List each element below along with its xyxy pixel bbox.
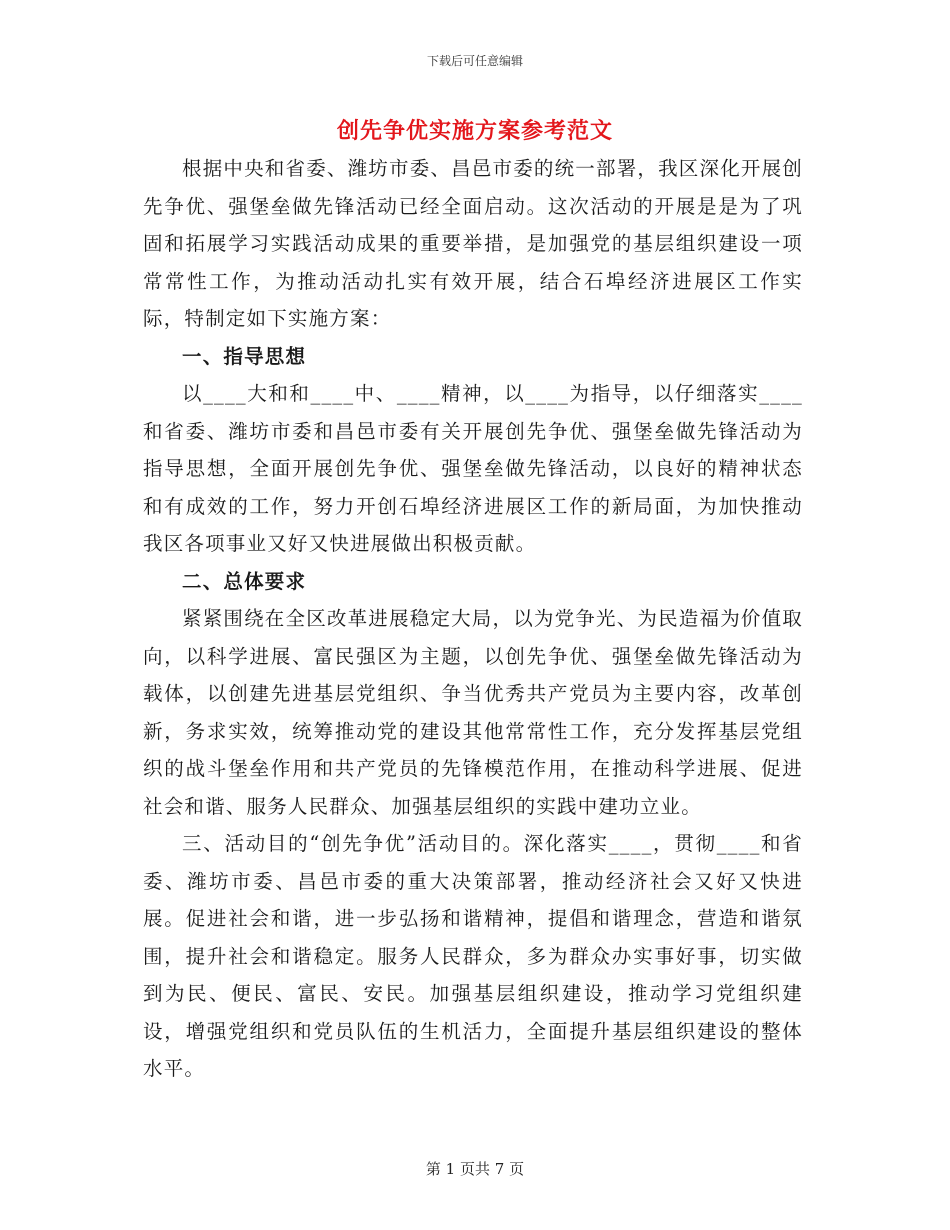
objectives-paragraph: 三、活动目的“创先争优”活动目的。深化落实____，贯彻____和省委、潍坊市委、昌邑市委的重大决策部署，推动经济社会又好又快进展。促进社会和谐，进一步弘扬和谐精神，提倡和谐理念，营造和谐氛围，提升社会和谐稳定。服务人民群众，多为群众办实事好事，切实做到为民、便民、富民、安民。加强基层组织建设，推动学习党组织建设，增强党组织和党员队伍的生机活力，全面提升基层组织建设的整体水平。: [143, 832, 803, 1080]
document-title: 创先争优实施方案参考范文: [336, 118, 613, 144]
section-heading-guiding: 一、指导思想: [182, 344, 307, 368]
intro-paragraph: 根据中央和省委、潍坊市委、昌邑市委的统一部署，我区深化开展创先争优、强堡垒做先锋活动已经全面启动。这次活动的开展是是为了巩固和拓展学习实践活动成果的重要举措，是加强党的基层组织建设一项常常性工作，为推动活动扎实有效开展，结合石埠经济进展区工作实际，特制定如下实施方案：: [143, 157, 804, 330]
header-note: 下载后可任意编辑: [426, 54, 523, 68]
guiding-paragraph: 以____大和和____中、____精神，以____为指导，以仔细落实____和省委、潍坊市委和昌邑市委有关开展创先争优、强堡垒做先锋活动为指导思想，全面开展创先争优、强堡垒做先锋活动，以良好的精神状态和有成效的工作，努力开创石埠经济进展区工作的新局面，为加快推动我区各项事业又好又快进展做出积极贡献。: [143, 382, 803, 555]
section-heading-requirements: 二、总体要求: [182, 569, 307, 593]
page-footer: 第 1 页共 7 页: [425, 1160, 525, 1178]
document-body: [143, 150, 803, 1088]
requirements-paragraph: 紧紧围绕在全区改革进展稳定大局，以为党争光、为民造福为价值取向，以科学进展、富民强区为主题，以创先争优、强堡垒做先锋活动为载体，以创建先进基层党组织、争当优秀共产党员为主要内容，改革创新，务求实效，统筹推动党的建设其他常常性工作，充分发挥基层党组织的战斗堡垒作用和共产党员的先锋模范作用，在推动科学进展、促进社会和谐、服务人民群众、加强基层组织的实践中建功立业。: [143, 607, 804, 818]
